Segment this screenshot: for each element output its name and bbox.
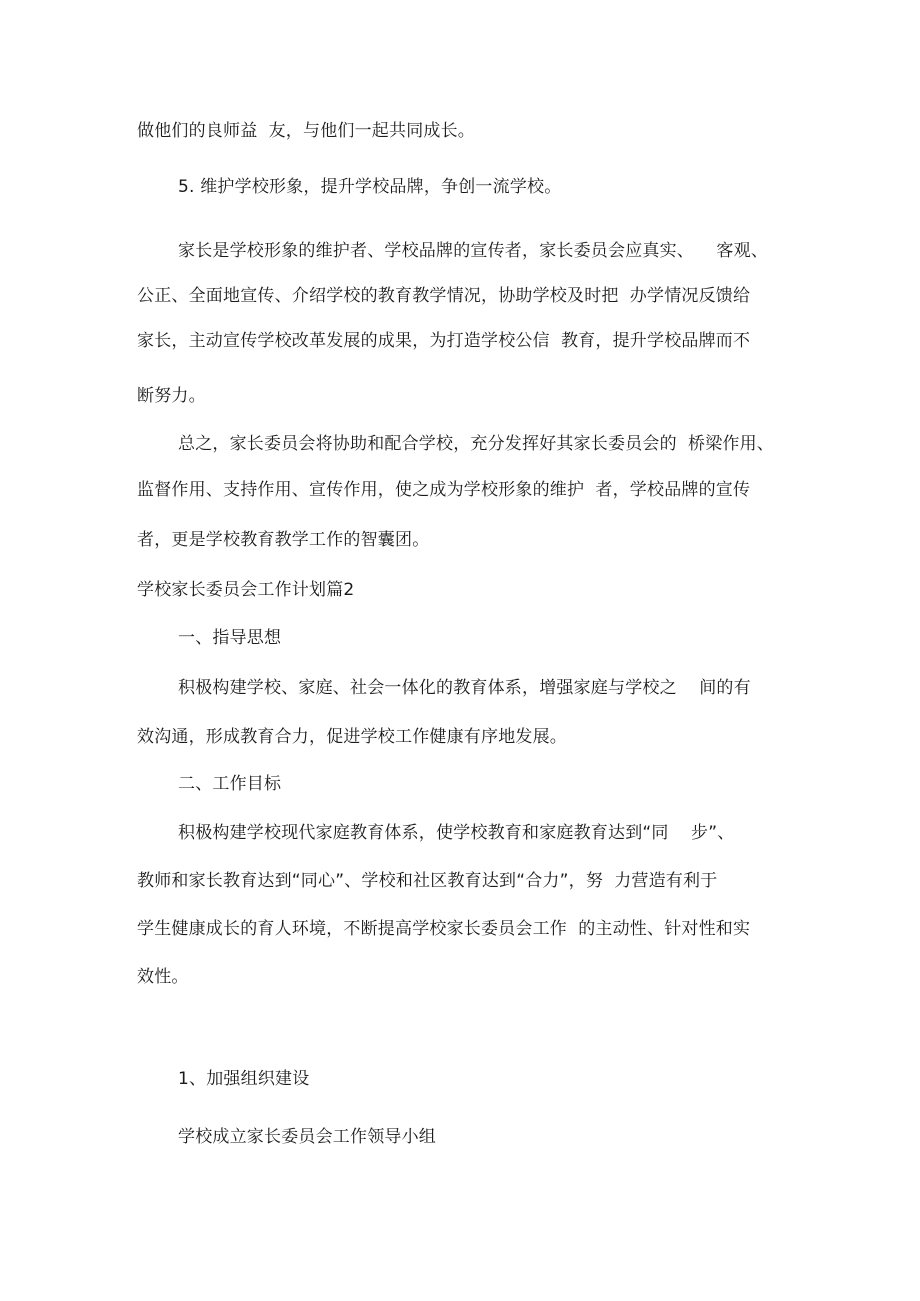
paragraph-line: 家长是学校形象的维护者、学校品牌的宣传者，家长委员会应真实、 客观、 [178,241,769,261]
paragraph-line: 效沟通，形成教育合力，促进学校工作健康有序地发展。 [137,727,567,747]
paragraph-line: 积极构建学校、家庭、社会一体化的教育体系，增强家庭与学校之 间的有 [178,678,751,698]
subsection-heading: 1、加强组织建设 [178,1069,310,1089]
section-heading: 一、指导思想 [178,628,282,648]
paragraph-line: 学校成立家长委员会工作领导小组 [178,1127,436,1147]
paragraph-line: 监督作用、支持作用、宣传作用，使之成为学校形象的维护 者，学校品牌的宣传 [137,480,751,500]
paragraph-line: 家长，主动宣传学校改革发展的成果，为打造学校公信 教育，提升学校品牌而不 [137,331,751,351]
section-title: 学校家长委员会工作计划篇2 [137,580,355,600]
paragraph-line: 积极构建学校现代家庭教育体系，使学校教育和家庭教育达到“同 步”、 [178,823,735,843]
paragraph-line: 者，更是学校教育教学工作的智囊团。 [137,530,430,550]
section-heading: 二、工作目标 [178,774,282,794]
list-item: 5. 维护学校形象，提升学校品牌，争创一流学校。 [178,177,562,197]
paragraph-line: 做他们的良师益 友，与他们一起共同成长。 [137,121,476,141]
paragraph-line: 断努力。 [137,386,206,406]
paragraph-line: 总之，家长委员会将协助和配合学校，充分发挥好其家长委员会的 桥梁作用、 [178,434,775,454]
paragraph-line: 效性。 [137,967,189,987]
paragraph-line: 学生健康成长的育人环境，不断提高学校家长委员会工作 的主动性、针对性和实 [137,919,751,939]
paragraph-line: 公正、全面地宣传、介绍学校的教育教学情况，协助学校及时把 办学情况反馈给 [137,286,751,306]
paragraph-line: 教师和家长教育达到“同心”、学校和社区教育达到“合力”，努 力营造有利于 [137,871,718,891]
